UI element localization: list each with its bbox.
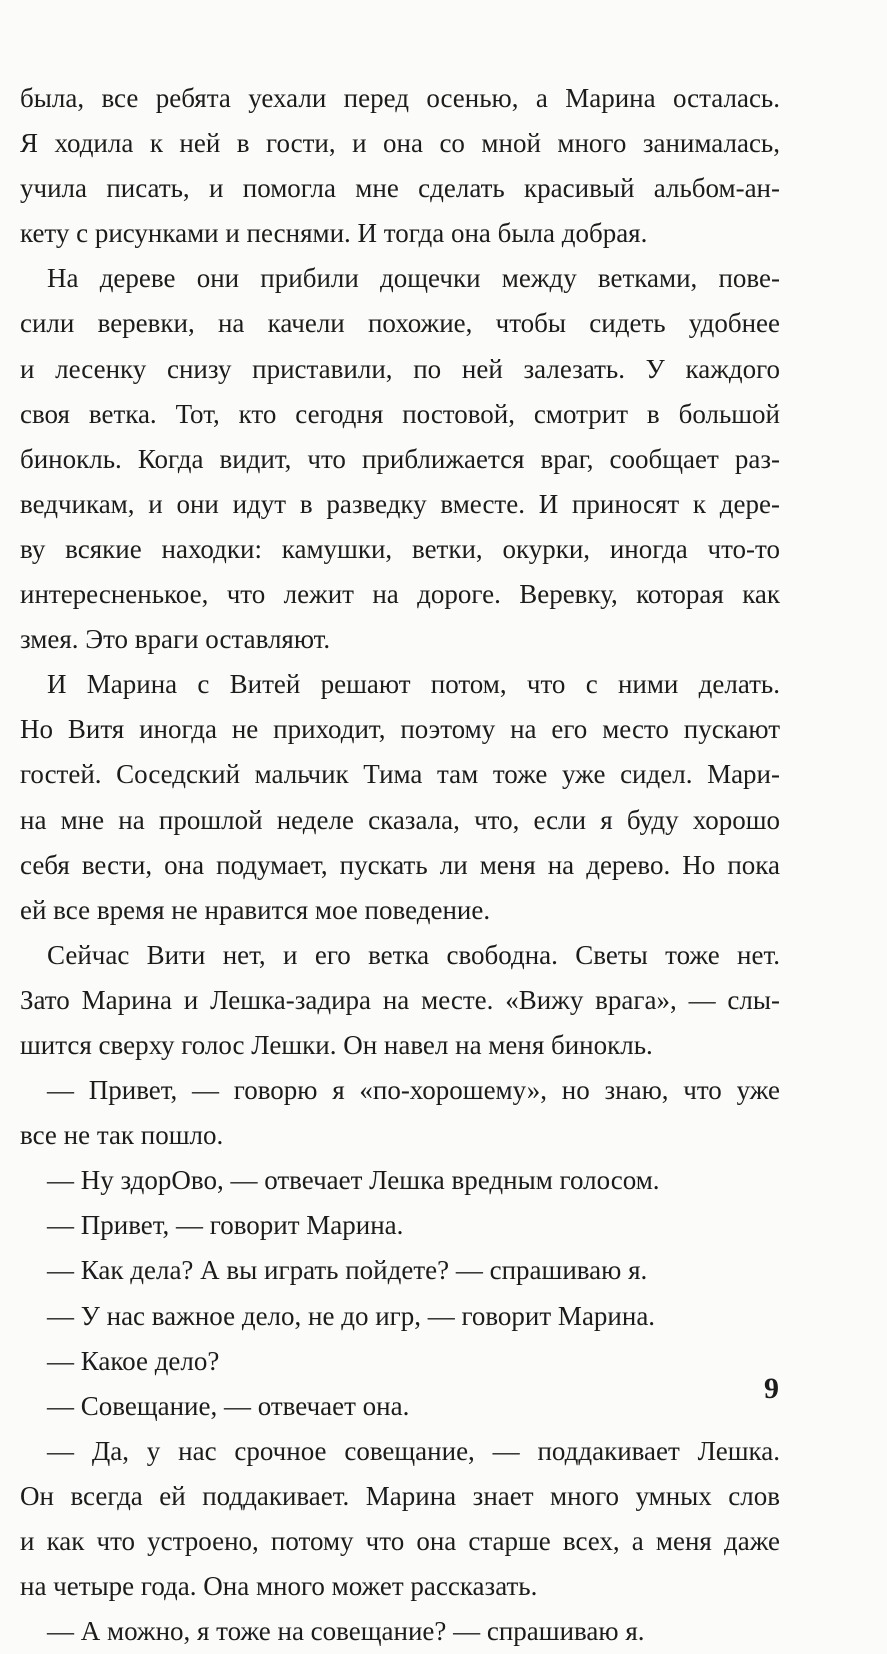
text-line: — Какое дело? [47, 1345, 220, 1376]
text-line: на четыре года. Она много может рассказать. [20, 1571, 538, 1602]
text-line: интересненькое, что лежит на дороге. Веревку, которая как [20, 579, 780, 610]
text-line: Но Витя иногда не приходит, поэтому на его место пускают [20, 714, 780, 745]
text-line: ведчикам, и они идут в разведку вместе. И приносят к дере- [20, 488, 780, 519]
text-line: гостей. Соседский мальчик Тима там тоже уже сидел. Мари- [20, 759, 780, 790]
text-line: учила писать, и помогла мне сделать красивый альбом-ан- [20, 173, 780, 204]
text-line: На дереве они прибили дощечки между ветками, пове- [47, 263, 780, 294]
text-line: — Совещание, — отвечает она. [47, 1390, 410, 1421]
text-line: себя вести, она подумает, пускать ли меня на дерево. Но пока [20, 849, 780, 880]
text-line: — Ну здорОво, — отвечает Лешка вредным голосом. [47, 1165, 660, 1196]
text-line: была, все ребята уехали перед осенью, а Марина осталась. [20, 83, 780, 113]
text-line: шится сверху голос Лешки. Он навел на меня бинокль. [20, 1029, 653, 1060]
text-line: своя ветка. Тот, кто сегодня постовой, смотрит в большой [20, 398, 780, 429]
body-text [20, 76, 780, 1654]
text-line: на мне на прошлой неделе сказала, что, если я буду хорошо [20, 804, 780, 835]
text-line: Он всегда ей поддакивает. Марина знает много умных слов [20, 1480, 780, 1511]
text-line: Зато Марина и Лешка-задира на месте. «Вижу врага», — слы- [20, 984, 780, 1015]
text-line: и лесенку снизу приставили, по ней залезать. У каждого [20, 353, 780, 384]
text-line: — Привет, — говорю я «по-хорошему», но знаю, что уже [47, 1075, 780, 1106]
text-line: — Как дела? А вы играть пойдете? — спрашиваю я. [47, 1255, 648, 1286]
text-line: И Марина с Витей решают потом, что с ними делать. [47, 669, 780, 700]
text-line: Сейчас Вити нет, и его ветка свободна. Светы тоже нет. [47, 939, 780, 970]
text-line: — У нас важное дело, не до игр, — говорит Марина. [47, 1300, 656, 1331]
text-line: ей все время не нравится мое поведение. [20, 894, 491, 925]
text-line: — Привет, — говорит Марина. [47, 1210, 404, 1241]
text-line: кету с рисунками и песнями. И тогда она была добрая. [20, 218, 648, 249]
text-line: — Да, у нас срочное совещание, — поддакивает Лешка. [47, 1435, 780, 1466]
text-line: Я ходила к ней в гости, и она со мной много занималась, [20, 128, 780, 159]
text-line: змея. Это враги оставляют. [20, 624, 331, 655]
text-line: ву всякие находки: камушки, ветки, окурки, иногда что-то [20, 533, 780, 564]
text-line: и как что устроено, потому что она старше всех, а меня даже [20, 1526, 780, 1556]
text-line: бинокль. Когда видит, что приближается враг, сообщает раз- [20, 443, 780, 474]
page-number: 9 [764, 1372, 779, 1405]
text-line: сили веревки, на качели похожие, чтобы сидеть удобнее [20, 308, 780, 339]
text-line: все не так пошло. [20, 1120, 224, 1151]
text-line: — А можно, я тоже на совещание? — спрашиваю я. [47, 1616, 645, 1647]
